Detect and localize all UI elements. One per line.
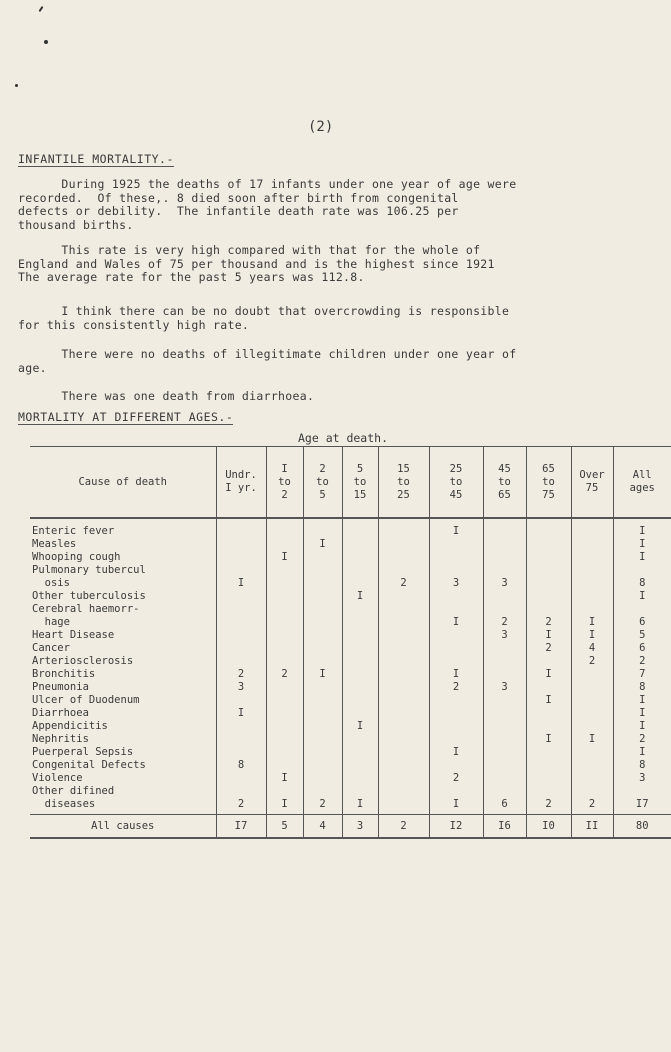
count-cell — [342, 518, 378, 538]
count-cell — [216, 603, 266, 629]
cause-cell: Arteriosclerosis — [32, 655, 134, 667]
count-cell — [526, 551, 571, 564]
count-cell — [303, 746, 342, 759]
count-cell: I — [613, 590, 671, 603]
count-cell: I — [526, 668, 571, 681]
count-cell: I — [429, 518, 483, 538]
count-cell: 2 — [429, 681, 483, 694]
count-cell: I — [571, 733, 613, 746]
count-cell — [342, 564, 378, 590]
count-cell — [526, 772, 571, 785]
count-cell: 8 — [613, 564, 671, 590]
count-cell: 4 — [571, 642, 613, 655]
count-cell: 3 — [216, 681, 266, 694]
count-cell — [571, 759, 613, 772]
count-cell — [266, 590, 303, 603]
count-cell — [571, 694, 613, 707]
section-heading-infantile: INFANTILE MORTALITY.- — [18, 152, 174, 166]
count-cell — [378, 629, 429, 642]
count-cell — [303, 655, 342, 668]
count-cell — [303, 759, 342, 772]
total-cell: I2 — [429, 815, 483, 839]
count-cell — [378, 772, 429, 785]
total-cell: II — [571, 815, 613, 839]
count-cell: 3 — [429, 564, 483, 590]
count-cell — [526, 720, 571, 733]
count-cell: 6 — [613, 603, 671, 629]
cause-cell: Cerebral haemorr- hage — [32, 603, 140, 628]
count-cell: I — [613, 746, 671, 759]
count-cell — [378, 785, 429, 815]
count-cell — [571, 681, 613, 694]
count-cell — [483, 746, 526, 759]
count-cell — [303, 772, 342, 785]
cause-cell: Other tuberculosis — [32, 590, 146, 602]
count-cell — [526, 655, 571, 668]
count-cell — [378, 694, 429, 707]
count-cell — [303, 681, 342, 694]
count-cell — [303, 642, 342, 655]
count-cell: I7 — [613, 785, 671, 815]
count-cell — [483, 551, 526, 564]
count-cell — [483, 655, 526, 668]
table-header-row — [30, 447, 671, 519]
count-cell — [429, 629, 483, 642]
header-age-group: 25 to 45 — [429, 447, 483, 519]
count-cell: I — [303, 668, 342, 681]
count-cell — [483, 720, 526, 733]
table-row — [30, 629, 671, 642]
count-cell — [303, 629, 342, 642]
count-cell — [483, 694, 526, 707]
cause-cell: Measles — [32, 538, 77, 550]
table-row — [30, 759, 671, 772]
count-cell — [266, 564, 303, 590]
cause-cell: Other difined diseases — [32, 785, 115, 810]
count-cell: I — [613, 518, 671, 538]
count-cell — [266, 603, 303, 629]
cause-cell: Bronchitis — [32, 668, 96, 680]
total-cell: 5 — [266, 815, 303, 839]
ink-mark — [44, 40, 48, 44]
paragraph: I think there can be no doubt that overcrowding is responsible for this consistently high rate. — [18, 304, 510, 332]
table-row — [30, 772, 671, 785]
count-cell — [571, 518, 613, 538]
count-cell — [342, 668, 378, 681]
paragraph: During 1925 the deaths of 17 infants under one year of age were recorded. Of these,. 8 died soon after birth from congenital defects or debility. The infantile death rate was 106.25 per thousand births. — [18, 177, 517, 232]
count-cell — [303, 551, 342, 564]
count-cell — [378, 668, 429, 681]
count-cell: 2 — [429, 772, 483, 785]
count-cell — [342, 538, 378, 551]
table-row — [30, 603, 671, 629]
count-cell: I — [526, 733, 571, 746]
count-cell — [483, 707, 526, 720]
count-cell — [571, 564, 613, 590]
totals-label: All causes — [91, 819, 155, 832]
count-cell: I — [266, 551, 303, 564]
table-row — [30, 590, 671, 603]
count-cell — [571, 551, 613, 564]
count-cell — [378, 603, 429, 629]
count-cell: 2 — [613, 733, 671, 746]
count-cell: I — [571, 603, 613, 629]
count-cell — [266, 707, 303, 720]
count-cell — [216, 772, 266, 785]
count-cell — [216, 551, 266, 564]
count-cell: I — [613, 694, 671, 707]
total-cell: 3 — [342, 815, 378, 839]
count-cell: 8 — [613, 759, 671, 772]
count-cell: 2 — [571, 785, 613, 815]
count-cell — [303, 720, 342, 733]
count-cell — [266, 759, 303, 772]
total-cell: I6 — [483, 815, 526, 839]
count-cell: 2 — [483, 603, 526, 629]
count-cell — [303, 518, 342, 538]
count-cell: 5 — [613, 629, 671, 642]
count-cell — [483, 518, 526, 538]
count-cell — [303, 694, 342, 707]
count-cell — [216, 629, 266, 642]
count-cell: I — [216, 707, 266, 720]
cause-cell: Violence — [32, 772, 83, 784]
header-age-group: 45 to 65 — [483, 447, 526, 519]
count-cell — [571, 707, 613, 720]
count-cell — [342, 681, 378, 694]
cause-cell: Ulcer of Duodenum — [32, 694, 140, 706]
count-cell — [526, 590, 571, 603]
count-cell: 2 — [216, 785, 266, 815]
cause-cell: Heart Disease — [32, 629, 115, 641]
count-cell — [216, 538, 266, 551]
cause-cell: Nephritis — [32, 733, 89, 745]
count-cell — [266, 720, 303, 733]
table-row — [30, 551, 671, 564]
count-cell — [342, 694, 378, 707]
count-cell — [429, 590, 483, 603]
count-cell — [342, 551, 378, 564]
count-cell — [526, 759, 571, 772]
count-cell: 8 — [216, 759, 266, 772]
count-cell — [266, 518, 303, 538]
count-cell — [378, 681, 429, 694]
table-row — [30, 733, 671, 746]
count-cell — [526, 746, 571, 759]
count-cell — [526, 564, 571, 590]
count-cell — [303, 603, 342, 629]
table-caption: Age at death. — [298, 431, 389, 445]
header-cause: Cause of death — [78, 475, 167, 488]
paragraph: There was one death from diarrhoea. — [18, 389, 315, 403]
count-cell — [378, 642, 429, 655]
count-cell: I — [429, 785, 483, 815]
count-cell — [571, 720, 613, 733]
table-row — [30, 785, 671, 815]
table-row — [30, 655, 671, 668]
count-cell — [526, 518, 571, 538]
count-cell — [266, 538, 303, 551]
count-cell: I — [342, 785, 378, 815]
count-cell: I — [266, 772, 303, 785]
header-age-group: 2 to 5 — [303, 447, 342, 519]
count-cell: 2 — [613, 655, 671, 668]
count-cell — [483, 642, 526, 655]
header-age-group: Undr. I yr. — [216, 447, 266, 519]
total-cell: I7 — [216, 815, 266, 839]
count-cell — [303, 707, 342, 720]
ink-mark — [15, 84, 18, 87]
count-cell: 2 — [526, 603, 571, 629]
count-cell — [216, 694, 266, 707]
count-cell: I — [613, 551, 671, 564]
count-cell — [216, 642, 266, 655]
table-row — [30, 746, 671, 759]
count-cell — [526, 538, 571, 551]
cause-cell: Whooping cough — [32, 551, 121, 563]
header-age-group: Over 75 — [571, 447, 613, 519]
cause-cell: Puerperal Sepsis — [32, 746, 134, 758]
count-cell — [342, 733, 378, 746]
count-cell — [216, 518, 266, 538]
page-number: (2) — [308, 119, 334, 135]
count-cell: 8 — [613, 681, 671, 694]
table-row — [30, 694, 671, 707]
count-cell — [342, 707, 378, 720]
header-age-group: 65 to 75 — [526, 447, 571, 519]
count-cell — [266, 746, 303, 759]
section-heading-mortality-ages: MORTALITY AT DIFFERENT AGES.- — [18, 410, 234, 424]
count-cell: 3 — [483, 681, 526, 694]
count-cell — [303, 564, 342, 590]
count-cell — [378, 707, 429, 720]
count-cell — [571, 668, 613, 681]
count-cell: I — [303, 538, 342, 551]
count-cell: I — [571, 629, 613, 642]
count-cell — [571, 538, 613, 551]
count-cell — [378, 720, 429, 733]
table-row — [30, 564, 671, 590]
count-cell — [571, 590, 613, 603]
count-cell: 3 — [483, 564, 526, 590]
count-cell: I — [429, 746, 483, 759]
count-cell — [429, 642, 483, 655]
count-cell — [266, 642, 303, 655]
count-cell — [483, 668, 526, 681]
total-cell: I0 — [526, 815, 571, 839]
count-cell: I — [613, 707, 671, 720]
cause-cell: Congenital Defects — [32, 759, 146, 771]
cause-cell: Diarrhoea — [32, 707, 89, 719]
count-cell — [303, 733, 342, 746]
totals-row — [30, 815, 671, 839]
count-cell — [342, 759, 378, 772]
header-age-group: 15 to 25 — [378, 447, 429, 519]
count-cell — [483, 772, 526, 785]
count-cell: 2 — [526, 785, 571, 815]
total-cell: 80 — [613, 815, 671, 839]
ink-mark — [38, 6, 43, 12]
count-cell: I — [429, 668, 483, 681]
count-cell — [216, 655, 266, 668]
count-cell: I — [342, 590, 378, 603]
count-cell — [429, 551, 483, 564]
table-row — [30, 538, 671, 551]
count-cell — [429, 707, 483, 720]
paragraph: There were no deaths of illegitimate children under one year of age. — [18, 347, 517, 375]
count-cell — [342, 746, 378, 759]
count-cell: 7 — [613, 668, 671, 681]
count-cell: I — [216, 564, 266, 590]
count-cell — [378, 746, 429, 759]
cause-cell: Pneumonia — [32, 681, 89, 693]
cause-cell: Pulmonary tubercul osis — [32, 564, 146, 589]
count-cell — [216, 733, 266, 746]
count-cell: 2 — [216, 668, 266, 681]
table-row — [30, 642, 671, 655]
count-cell — [216, 590, 266, 603]
count-cell — [483, 590, 526, 603]
count-cell — [571, 746, 613, 759]
count-cell: I — [429, 603, 483, 629]
count-cell: 2 — [266, 668, 303, 681]
count-cell — [378, 518, 429, 538]
count-cell — [216, 746, 266, 759]
count-cell — [483, 733, 526, 746]
count-cell — [378, 733, 429, 746]
count-cell — [216, 720, 266, 733]
count-cell — [483, 538, 526, 551]
count-cell — [378, 551, 429, 564]
count-cell — [342, 642, 378, 655]
table-row — [30, 518, 671, 538]
count-cell — [266, 681, 303, 694]
count-cell — [429, 655, 483, 668]
count-cell — [342, 655, 378, 668]
count-cell — [266, 694, 303, 707]
count-cell: 6 — [483, 785, 526, 815]
paragraph: This rate is very high compared with that for the whole of England and Wales of 75 per thousand and is the highest since 1921 The average rate for the past 5 years was 112.8. — [18, 243, 495, 284]
header-age-group: 5 to 15 — [342, 447, 378, 519]
header-age-group: All ages — [613, 447, 671, 519]
count-cell — [429, 694, 483, 707]
count-cell — [378, 655, 429, 668]
table-row — [30, 681, 671, 694]
count-cell — [429, 759, 483, 772]
count-cell: I — [526, 694, 571, 707]
count-cell: I — [266, 785, 303, 815]
count-cell — [526, 681, 571, 694]
count-cell: 2 — [571, 655, 613, 668]
count-cell — [378, 538, 429, 551]
count-cell — [303, 590, 342, 603]
cause-cell: Cancer — [32, 642, 70, 654]
count-cell: 2 — [526, 642, 571, 655]
count-cell — [429, 733, 483, 746]
count-cell: 6 — [613, 642, 671, 655]
count-cell — [571, 772, 613, 785]
count-cell — [378, 759, 429, 772]
total-cell: 4 — [303, 815, 342, 839]
count-cell: I — [613, 538, 671, 551]
table-row — [30, 707, 671, 720]
count-cell — [483, 759, 526, 772]
count-cell — [429, 720, 483, 733]
count-cell: 2 — [378, 564, 429, 590]
count-cell: I — [342, 720, 378, 733]
cause-cell: Enteric fever — [32, 525, 115, 537]
count-cell: 2 — [303, 785, 342, 815]
count-cell — [342, 629, 378, 642]
count-cell — [266, 629, 303, 642]
count-cell — [342, 772, 378, 785]
mortality-table — [30, 446, 671, 839]
count-cell — [266, 733, 303, 746]
count-cell — [342, 603, 378, 629]
count-cell — [429, 538, 483, 551]
count-cell — [526, 707, 571, 720]
count-cell: 3 — [483, 629, 526, 642]
count-cell: I — [613, 720, 671, 733]
count-cell: I — [526, 629, 571, 642]
table-row — [30, 720, 671, 733]
count-cell — [378, 590, 429, 603]
header-age-group: I to 2 — [266, 447, 303, 519]
count-cell — [266, 655, 303, 668]
cause-cell: Appendicitis — [32, 720, 108, 732]
count-cell: 3 — [613, 772, 671, 785]
total-cell: 2 — [378, 815, 429, 839]
table-row — [30, 668, 671, 681]
